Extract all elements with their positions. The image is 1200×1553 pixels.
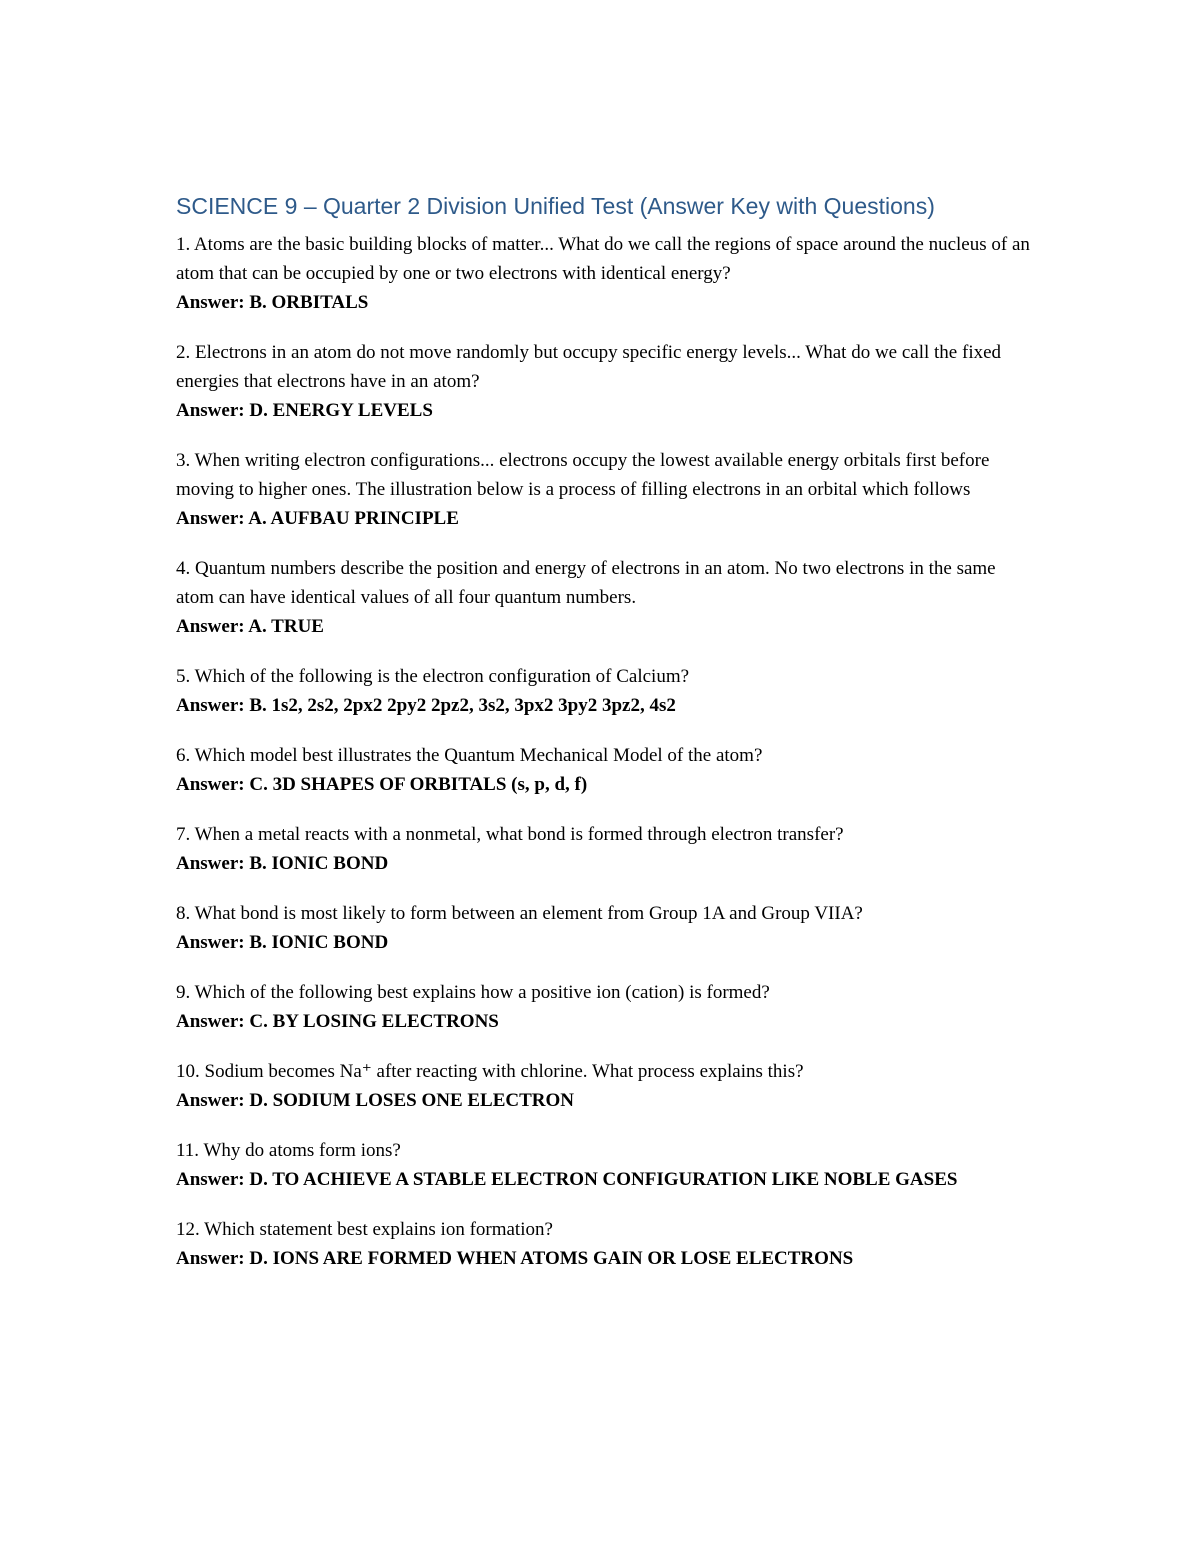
question-text: 10. Sodium becomes Na⁺ after reacting with chlorine. What process explains this? <box>176 1061 804 1082</box>
answer-text: Answer: D. ENERGY LEVELS <box>176 400 433 421</box>
qa-item-5 <box>176 662 1036 720</box>
qa-item-10 <box>176 1057 1036 1115</box>
qa-item-4 <box>176 554 1036 641</box>
qa-item-9 <box>176 978 1036 1036</box>
qa-item-7 <box>176 820 1036 878</box>
answer-text: Answer: D. TO ACHIEVE A STABLE ELECTRON CONFIGURATION LIKE NOBLE GASES <box>176 1169 958 1190</box>
question-text: 3. When writing electron configurations... electrons occupy the lowest available energy orbitals first before moving to higher ones. The illustration below is a process of filling electrons in an orbital which follows <box>176 450 990 500</box>
answer-text: Answer: A. TRUE <box>176 616 324 637</box>
qa-item-12 <box>176 1215 1036 1273</box>
question-text: 12. Which statement best explains ion formation? <box>176 1219 553 1240</box>
question-text: 8. What bond is most likely to form between an element from Group 1A and Group VIIA? <box>176 903 863 924</box>
answer-text: Answer: C. 3D SHAPES OF ORBITALS (s, p, d, f) <box>176 774 588 795</box>
qa-item-8 <box>176 899 1036 957</box>
answer-text: Answer: B. 1s2, 2s2, 2px2 2py2 2pz2, 3s2, 3px2 3py2 3pz2, 4s2 <box>176 695 676 716</box>
answer-text: Answer: A. AUFBAU PRINCIPLE <box>176 508 459 529</box>
answer-text: Answer: B. IONIC BOND <box>176 932 389 953</box>
document-content <box>176 188 1036 1294</box>
question-text: 9. Which of the following best explains how a positive ion (cation) is formed? <box>176 982 770 1003</box>
qa-item-11 <box>176 1136 1036 1194</box>
question-text: 6. Which model best illustrates the Quantum Mechanical Model of the atom? <box>176 745 763 766</box>
answer-text: Answer: C. BY LOSING ELECTRONS <box>176 1011 499 1032</box>
answer-text: Answer: D. IONS ARE FORMED WHEN ATOMS GAIN OR LOSE ELECTRONS <box>176 1248 854 1269</box>
answer-text: Answer: D. SODIUM LOSES ONE ELECTRON <box>176 1090 574 1111</box>
question-text: 11. Why do atoms form ions? <box>176 1140 401 1161</box>
document-title: SCIENCE 9 – Quarter 2 Division Unified Test (Answer Key with Questions) <box>176 193 935 219</box>
qa-item-6 <box>176 741 1036 799</box>
question-text: 7. When a metal reacts with a nonmetal, what bond is formed through electron transfer? <box>176 824 844 845</box>
qa-item-1 <box>176 230 1036 317</box>
answer-text: Answer: B. IONIC BOND <box>176 853 389 874</box>
answer-text: Answer: B. ORBITALS <box>176 292 369 313</box>
question-text: 4. Quantum numbers describe the position and energy of electrons in an atom. No two electrons in the same atom can have identical values of all four quantum numbers. <box>176 558 996 608</box>
question-text: 1. Atoms are the basic building blocks of matter... What do we call the regions of space around the nucleus of an atom that can be occupied by one or two electrons with identical energy? <box>176 234 1030 284</box>
qa-item-2 <box>176 338 1036 425</box>
question-text: 5. Which of the following is the electron configuration of Calcium? <box>176 666 690 687</box>
qa-item-3 <box>176 446 1036 533</box>
question-text: 2. Electrons in an atom do not move randomly but occupy specific energy levels... What do we call the fixed energies that electrons have in an atom? <box>176 342 1002 392</box>
